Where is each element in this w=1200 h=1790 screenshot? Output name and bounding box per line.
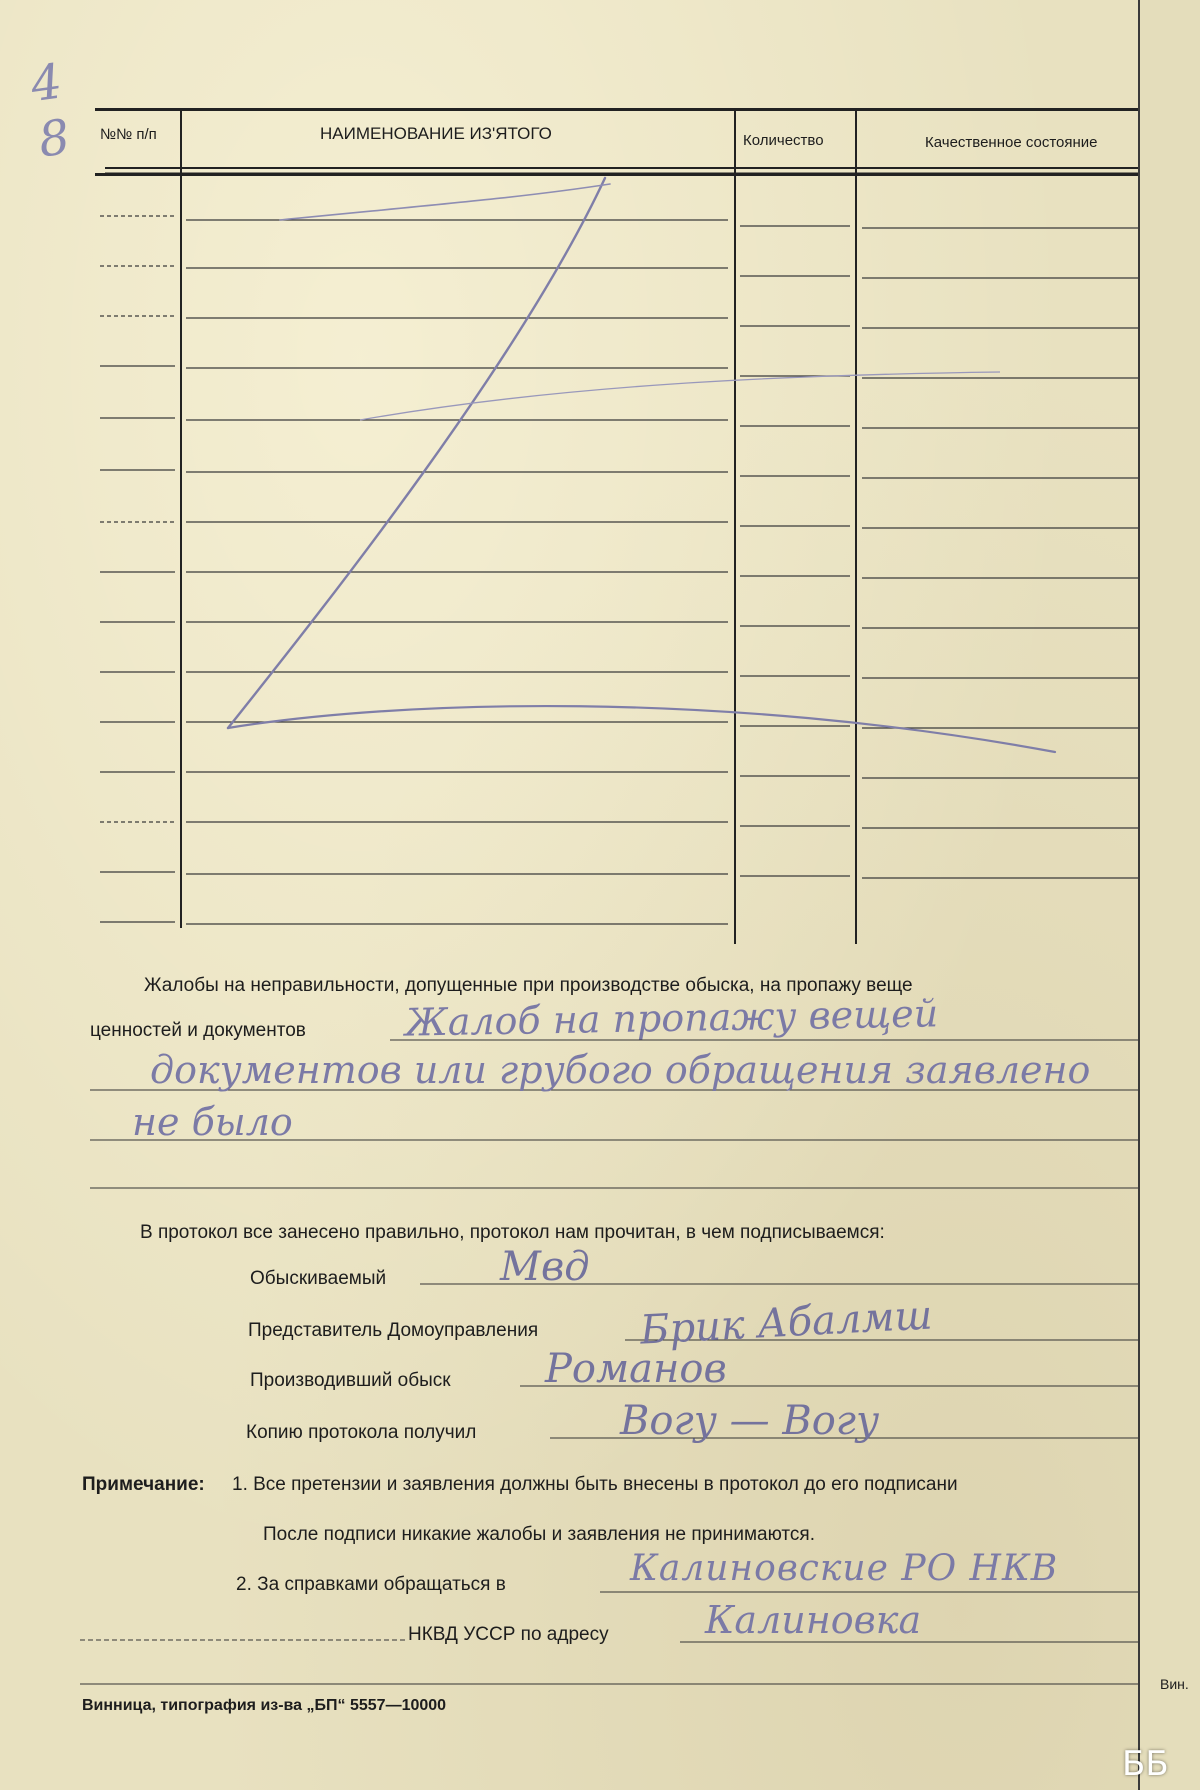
complaints-intro: Жалобы на неправильности, допущенные при производстве обыска, на пропажу веще	[144, 975, 913, 996]
adjacent-page-edge	[1138, 0, 1200, 1790]
adjacent-page-footer: Вин.	[1160, 1676, 1189, 1692]
margin-handwritten-note: 4 8	[27, 53, 74, 169]
handwritten-complaint-line-3: не было	[132, 1100, 293, 1144]
note-title: Примечание:	[82, 1474, 205, 1495]
searched-person-label: Обыскиваемый	[250, 1268, 387, 1289]
confirmation-text: В протокол все занесено правильно, протокол нам прочитан, в чем подписываемся:	[140, 1222, 885, 1243]
searched-person-signature: Мвд	[500, 1244, 590, 1290]
note-item-3-handwritten: Калиновка	[705, 1598, 922, 1642]
complaints-label: ценностей и документов	[90, 1020, 306, 1041]
note-item-2-label: 2. За справками обращаться в	[236, 1574, 506, 1595]
column-header-number: №№ п/п	[100, 126, 157, 143]
handwritten-complaint-line-1: Жалоб на пропажу вещей	[404, 991, 939, 1045]
column-header-quantity: Количество	[743, 132, 824, 149]
corner-watermark: ББ	[1122, 1744, 1169, 1784]
note-item-3-label: НКВД УССР по адресу	[408, 1624, 609, 1645]
search-conductor-signature: Романов	[545, 1346, 727, 1392]
house-rep-label: Представитель Домоуправления	[248, 1320, 539, 1341]
note-item-1: 1. Все претензии и заявления должны быть внесены в протокол до его подписани	[232, 1474, 958, 1495]
search-conductor-label: Производивший обыск	[250, 1370, 451, 1391]
note-item-2-handwritten: Калиновские РО НКВ	[630, 1548, 1059, 1589]
printer-footer: Винница, типография из-ва „БП“ 5557—10000	[82, 1697, 447, 1714]
handwritten-complaint-line-2: документов или грубого обращения заявлено	[150, 1048, 1091, 1092]
copy-received-label: Копию протокола получил	[246, 1422, 477, 1443]
copy-received-signature: Вогу — Вогу	[620, 1398, 880, 1444]
house-rep-signature: Брик Абалмш	[638, 1292, 934, 1354]
column-header-item-name: НАИМЕНОВАНИЕ ИЗ'ЯТОГО	[320, 124, 552, 143]
note-item-1-continued: После подписи никакие жалобы и заявления не принимаются.	[263, 1524, 815, 1545]
column-header-condition: Качественное состояние	[925, 134, 1098, 151]
